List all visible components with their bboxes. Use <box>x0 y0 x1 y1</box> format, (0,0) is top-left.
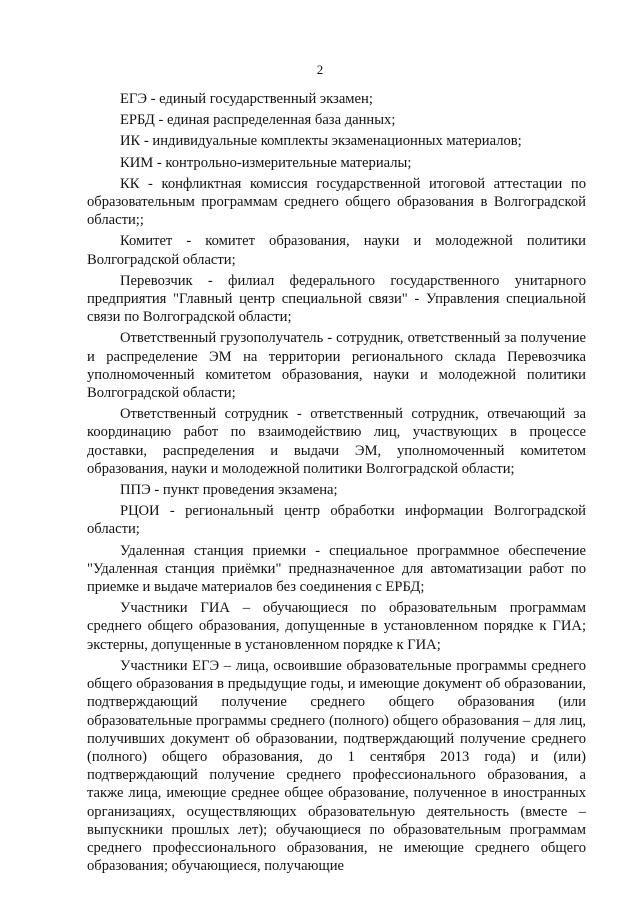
definition-rtsoi: РЦОИ - региональный центр обработки информации Волгоградской области; <box>87 503 586 538</box>
definition-kim: КИМ - контрольно-измерительные материалы; <box>120 154 412 171</box>
definition-otvetstvenny-sotrudnik: Ответственный сотрудник - ответственный сотрудник, отвечающий за координацию работ по взаимодействию лиц, участвующих в процессе доставки, распределения и выдачи ЭМ, уполномоченный комитетом образования, науки и молодежной политики Волгоградской области; <box>87 406 586 477</box>
definition-erbd: ЕРБД - единая распределенная база данных; <box>120 112 396 129</box>
definition-uchastniki-ege: Участники ЕГЭ – лица, освоившие образовательные программы среднего общего образования в предыдущие годы, и имеющие документ об образовании, подтверждающий получение среднего общего образования (или образовательные программы среднего (полного) общего образования – для лиц, получивших документ об образовании, подтверждающий получение среднего (полного) общего образования, до 1 сентября 2013 года) и (или) подтверждающий получение среднего профессионального образования, а также лица, имеющие среднее общее образование, полученное в иностранных организациях, осуществляющих образовательную деятельность (вместе – выпускники прошлых лет); обучающиеся по образовательным программам среднего профессионального образования, не имеющие среднего общего образования; обучающиеся, получающие <box>87 657 586 875</box>
definition-ik: ИК - индивидуальные комплекты экзаменационных материалов; <box>120 133 522 150</box>
page-number: 2 <box>316 62 324 77</box>
definition-gruzopoluchatel: Ответственный грузополучатель - сотрудник, ответственный за получение и распределение ЭМ на территории регионального склада Перевозчика уполномоченный комитетом образования, науки и молодежной политики Волгоградской области; <box>87 330 586 402</box>
definition-uchastniki-gia: Участники ГИА – обучающиеся по образовательным программам среднего общего образования, допущенные в установленном порядке к ГИА; экстерны, допущенные в установленном порядке к ГИА; <box>87 600 586 653</box>
definition-perevozchik: Перевозчик - филиал федерального государственного унитарного предприятия "Главный центр специальной связи" - Управления специальной связи по Волгоградской области; <box>87 272 586 326</box>
definition-udalennaya-stantsiya: Удаленная станция приемки - специальное программное обеспечение "Удаленная станция приёмки" предназначенное для автоматизации работ по приемке и выдаче материалов без соединения с ЕРБД; <box>87 542 586 596</box>
definition-komitet: Комитет - комитет образования, науки и молодежной политики Волгоградской области; <box>87 233 586 268</box>
definition-ppe: ППЭ - пункт проведения экзамена; <box>120 482 338 499</box>
document-body <box>87 90 586 878</box>
definition-kk: КК - конфликтная комиссия государственной итоговой аттестации по образовательным программам среднего общего образования в Волгоградской области;; <box>87 175 586 229</box>
definition-ege: ЕГЭ - единый государственный экзамен; <box>120 91 373 107</box>
